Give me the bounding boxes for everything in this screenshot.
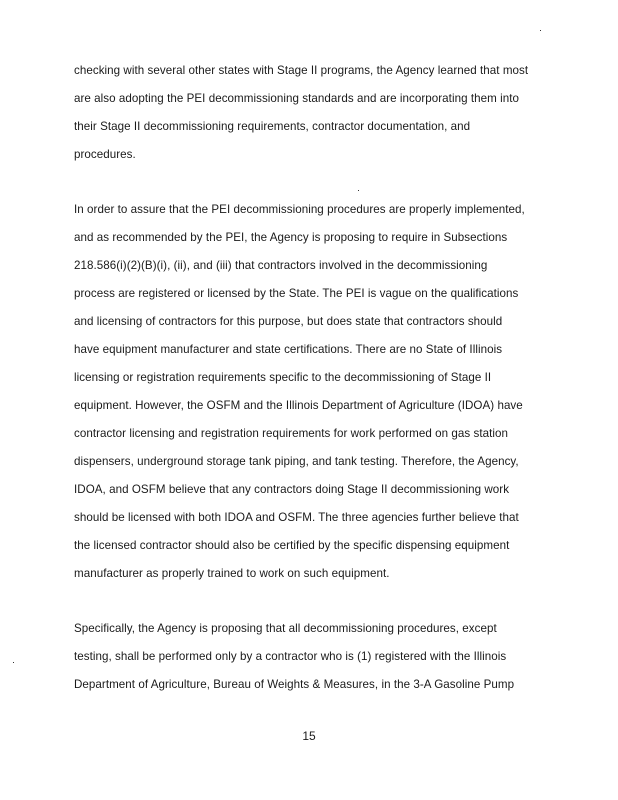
page-number: 15 <box>302 729 316 743</box>
scan-speck <box>13 662 14 663</box>
text-line: manufacturer as properly trained to work on such equipment. <box>74 567 390 580</box>
text-line: have equipment manufacturer and state certifications. There are no State of Illinois <box>74 343 503 356</box>
scan-speck <box>540 30 541 31</box>
text-line: IDOA, and OSFM believe that any contractors doing Stage II decommissioning work <box>74 483 510 496</box>
text-line: checking with several other states with Stage II programs, the Agency learned that most <box>74 64 529 77</box>
text-line: their Stage II decommissioning requirements, contractor documentation, and <box>74 120 471 133</box>
text-line: the licensed contractor should also be certified by the specific dispensing equipment <box>74 539 510 552</box>
text-line: procedures. <box>74 148 136 161</box>
text-line: and as recommended by the PEI, the Agency is proposing to require in Subsections <box>74 231 508 244</box>
text-line: equipment. However, the OSFM and the Illinois Department of Agriculture (IDOA) have <box>74 399 523 412</box>
text-line: Specifically, the Agency is proposing that all decommissioning procedures, except <box>74 622 497 635</box>
text-line: 218.586(i)(2)(B)(i), (ii), and (iii) that contractors involved in the decommissioning <box>74 259 488 272</box>
scan-speck <box>358 190 359 191</box>
text-line: dispensers, underground storage tank piping, and tank testing. Therefore, the Agency, <box>74 455 519 468</box>
text-line: and licensing of contractors for this purpose, but does state that contractors should <box>74 315 503 328</box>
text-line: process are registered or licensed by the State. The PEI is vague on the qualifications <box>74 287 519 300</box>
text-line: Department of Agriculture, Bureau of Weights & Measures, in the 3-A Gasoline Pump <box>74 678 515 691</box>
text-line: testing, shall be performed only by a contractor who is (1) registered with the Illinois <box>74 650 507 663</box>
text-line: should be licensed with both IDOA and OSFM. The three agencies further believe that <box>74 511 519 524</box>
text-line: contractor licensing and registration requirements for work performed on gas station <box>74 427 509 440</box>
text-line: In order to assure that the PEI decommissioning procedures are properly implemented, <box>74 203 525 216</box>
text-line: are also adopting the PEI decommissioning standards and are incorporating them into <box>74 92 519 105</box>
text-line: licensing or registration requirements specific to the decommissioning of Stage II <box>74 371 492 384</box>
